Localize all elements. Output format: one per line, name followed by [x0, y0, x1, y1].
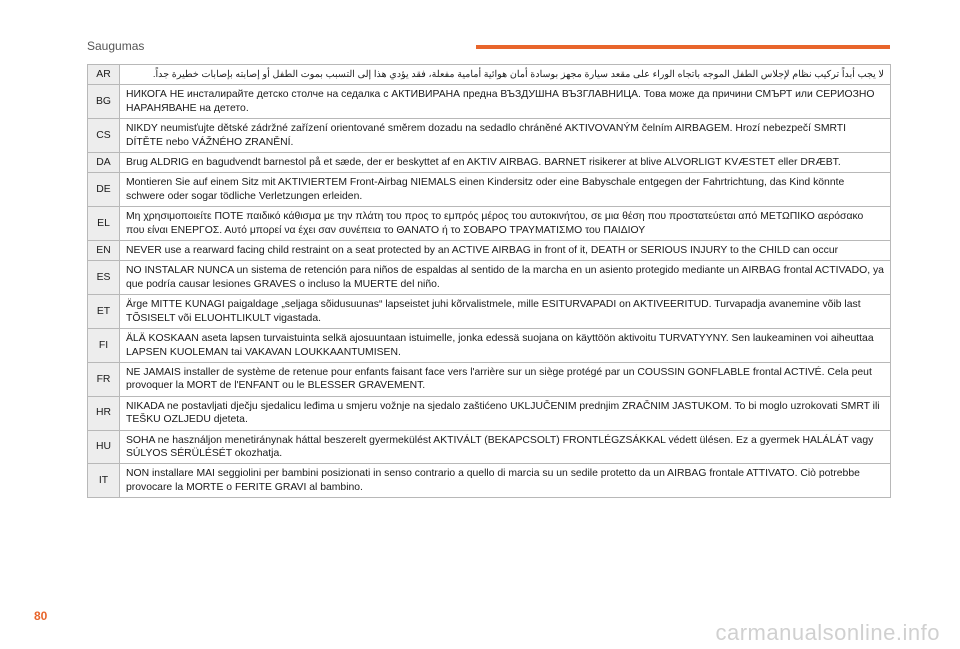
language-code: EN — [88, 241, 120, 261]
table-row — [88, 396, 891, 430]
warning-text: NE JAMAIS installer de système de retenue pour enfants faisant face vers l'arrière sur un siège protégé par un COUSSIN GONFLABLE frontal ACTIVÉ. Cela peut provoquer la MORT de l'ENFANT ou le BLESSER GRAVEMENT. — [120, 362, 891, 396]
warning-text: Ärge MITTE KUNAGI paigaldage „seljaga sõidusuunas“ lapseistet juhi kõrvalistmele, mille ESITURVAPADI on AKTIVEERITUD. Turvapadja avanemine võib last TÕSISELT või ELUOHTLIKULT vigastada. — [120, 295, 891, 329]
warning-text: Montieren Sie auf einem Sitz mit AKTIVIERTEM Front-Airbag NIEMALS einen Kindersitz oder eine Babyschale entgegen der Fahrtrichtung, das Kind könnte schwere oder sogar tödliche Verletzungen erleiden. — [120, 173, 891, 207]
language-code: HR — [88, 396, 120, 430]
watermark: carmanualsonline.info — [715, 620, 940, 645]
language-code: ES — [88, 261, 120, 295]
table-row — [88, 329, 891, 363]
warning-text: ÄLÄ KOSKAAN aseta lapsen turvaistuinta selkä ajosuuntaan istuimelle, jonka edessä suojana on käyttöön aktivoitu TURVATYYNY. Sen laukeaminen voi aiheuttaa LAPSEN KUOLEMAN tai VAKAVAN LOUKKAANTUMISEN. — [120, 329, 891, 363]
warning-text: NIKDY neumisťujte dětské zádržné zařízení orientované směrem dozadu na sedadlo chráněné AKTIVOVANÝM čelním AIRBAGEM. Hrozí nebezpečí SMRTI DÍTĚTE nebo VÁŽNÉHO ZRANĚNÍ. — [120, 119, 891, 153]
warning-text: Brug ALDRIG en bagudvendt barnestol på et sæde, der er beskyttet af en AKTIV AIRBAG. BARNET risikerer at blive ALVORLIGT KVÆSTET eller DRÆBT. — [120, 153, 891, 173]
language-code: DE — [88, 173, 120, 207]
warning-text: SOHA ne használjon menetiránynak háttal beszerelt gyermekülést AKTIVÁLT (BEKAPCSOLT) FRONTLÉGZSÁKKAL védett ülésen. Ez a gyermek HALÁLÁT vagy SÚLYOS SÉRÜLÉSÉT okozhatja. — [120, 430, 891, 464]
language-code: HU — [88, 430, 120, 464]
table-row — [88, 207, 891, 241]
warning-text: NEVER use a rearward facing child restraint on a seat protected by an ACTIVE AIRBAG in front of it, DEATH or SERIOUS INJURY to the CHILD can occur — [120, 241, 891, 261]
page-number: 80 — [34, 609, 48, 623]
table-row — [88, 295, 891, 329]
table-row — [88, 173, 891, 207]
accent-bar — [476, 45, 890, 49]
warning-text: НИКОГА НЕ инсталирайте детско столче на седалка с АКТИВИРАНА предна ВЪЗДУШНА ВЪЗГЛАВНИЦА. Това може да причини СМЪРТ или СЕРИОЗНО НАРАНЯВАНЕ на детето. — [120, 85, 891, 119]
airbag-warning-table — [87, 64, 891, 498]
language-code: IT — [88, 464, 120, 498]
table-row — [88, 153, 891, 173]
language-code: AR — [88, 65, 120, 85]
language-code: FR — [88, 362, 120, 396]
language-code: FI — [88, 329, 120, 363]
table-row — [88, 85, 891, 119]
language-code: EL — [88, 207, 120, 241]
table-row — [88, 464, 891, 498]
table-row — [88, 430, 891, 464]
language-code: DA — [88, 153, 120, 173]
language-code: ET — [88, 295, 120, 329]
warning-text: Μη χρησιμοποιείτε ΠΟΤΕ παιδικό κάθισμα με την πλάτη του προς το εμπρός μέρος του αυτοκινήτου, σε μια θέση που προστατεύεται από ΜΕΤΩΠΙΚΟ αερόσακο που είναι ΕΝΕΡΓΟΣ. Αυτό μπορεί να έχει σαν συνέπεια το ΘΑΝΑΤΟ ή το ΣΟΒΑΡΟ ΤΡΑΥΜΑΤΙΣΜΟ του ΠΑΙΔΙΟΥ — [120, 207, 891, 241]
table-row — [88, 261, 891, 295]
warning-text: NO INSTALAR NUNCA un sistema de retención para niños de espaldas al sentido de la marcha en un asiento protegido mediante un AIRBAG frontal ACTIVADO, ya que podría causar lesiones GRAVES o incluso la MUERTE del niño. — [120, 261, 891, 295]
warning-text: NON installare MAI seggiolini per bambini posizionati in senso contrario a quello di marcia su un sedile protetto da un AIRBAG frontale ATTIVATO. Ciò potrebbe provocare la MORTE o FERITE GRAVI al bambino. — [120, 464, 891, 498]
language-code: CS — [88, 119, 120, 153]
language-code: BG — [88, 85, 120, 119]
section-title: Saugumas — [87, 39, 145, 53]
table-row — [88, 65, 891, 85]
warning-text: NIKADA ne postavljati dječju sjedalicu leđima u smjeru vožnje na sjedalo zaštićeno UKLJUČENIM prednjim ZRAČNIM JASTUKOM. To bi moglo uzrokovati SMRT ili TEŠKU OZLJEDU djeteta. — [120, 396, 891, 430]
table-row — [88, 119, 891, 153]
table-row — [88, 241, 891, 261]
table-row — [88, 362, 891, 396]
warning-text: لا يجب أبداً تركيب نظام لإجلاس الطفل الموجه باتجاه الوراء على مقعد سيارة مجهز بوسادة أمان هوائية أمامية مفعلة، فقد يؤدي هذا إلى التسبب بموت الطفل أو إصابته بإصابات خطيرة جداً. — [120, 65, 891, 85]
